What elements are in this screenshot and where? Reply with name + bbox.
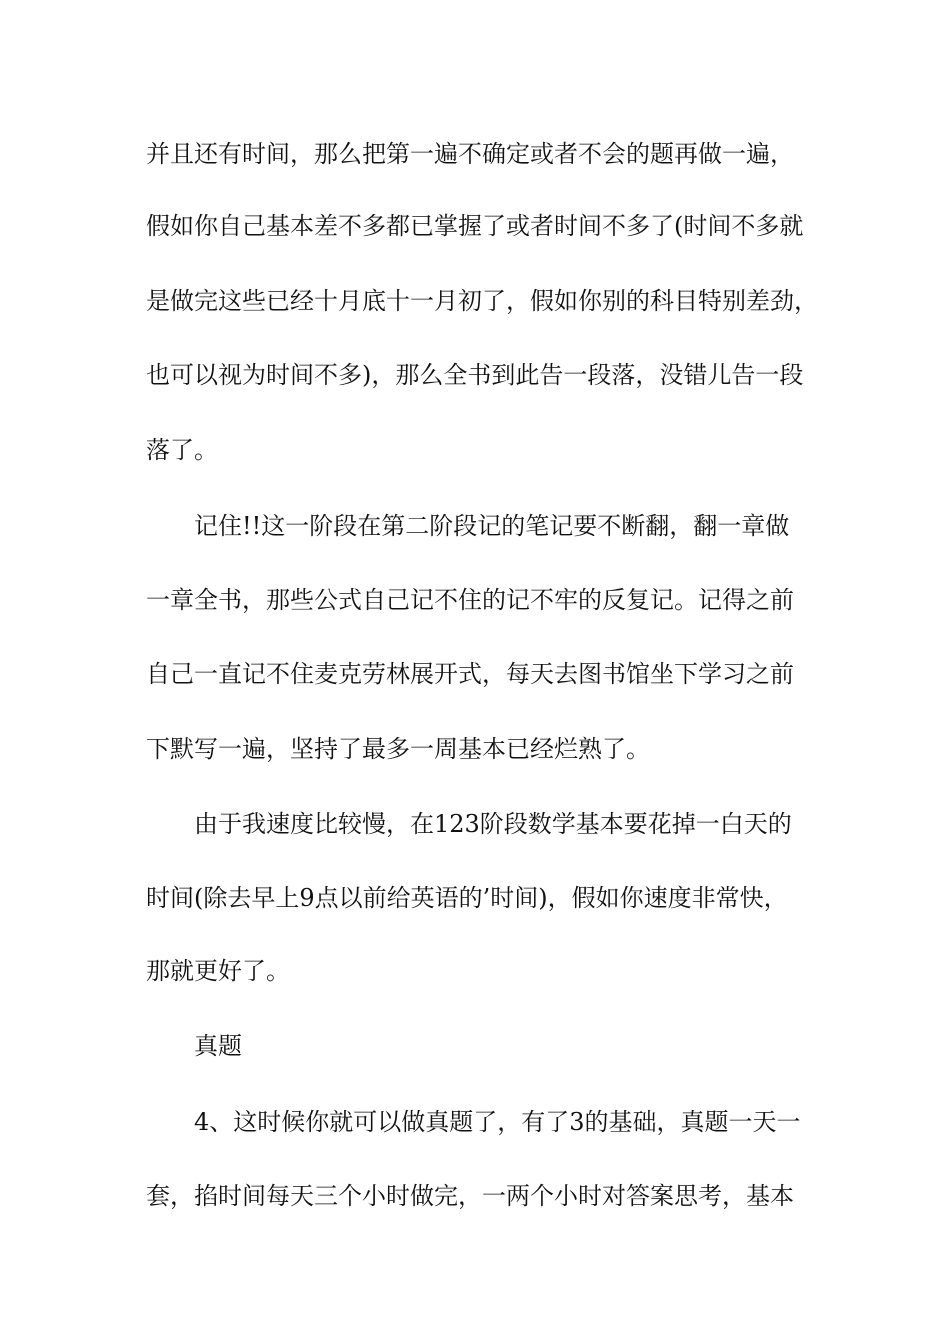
text-line: 4、这时候你就可以做真题了，有了3的基础，真题一天一 [194,1108,801,1136]
text-line: 一章全书，那些公式自己记不住的记不牢的反复记。记得之前 [146,586,794,614]
text-line: 假如你自己基本差不多都已掌握了或者时间不多了(时间不多就 [146,212,804,240]
text-line: 落了。 [146,436,218,464]
text-line: 并且还有时间，那么把第一遍不确定或者不会的题再做一遍， [146,140,794,168]
text-line: 时间(除去早上9点以前给英语的’时间)，假如你速度非常快， [146,884,788,912]
text-line: 那就更好了。 [146,957,290,985]
text-line: 是做完这些已经十月底十一月初了，假如你别的科目特别差劲， [146,287,818,315]
text-line: 由于我速度比较慢，在123阶段数学基本要花掉一白天的 [194,810,792,838]
section-heading: 真题 [194,1032,242,1060]
text-line: 记住!!这一阶段在第二阶段记的笔记要不断翻，翻一章做 [194,512,790,540]
text-line: 套，掐时间每天三个小时做完，一两个小时对答案思考，基本 [146,1182,794,1210]
text-line: 下默写一遍，坚持了最多一周基本已经烂熟了。 [146,735,650,763]
text-line: 也可以视为时间不多)，那么全书到此告一段落，没错儿告一段 [146,361,804,389]
text-line: 自己一直记不住麦克劳林展开式，每天去图书馆坐下学习之前 [146,660,794,688]
